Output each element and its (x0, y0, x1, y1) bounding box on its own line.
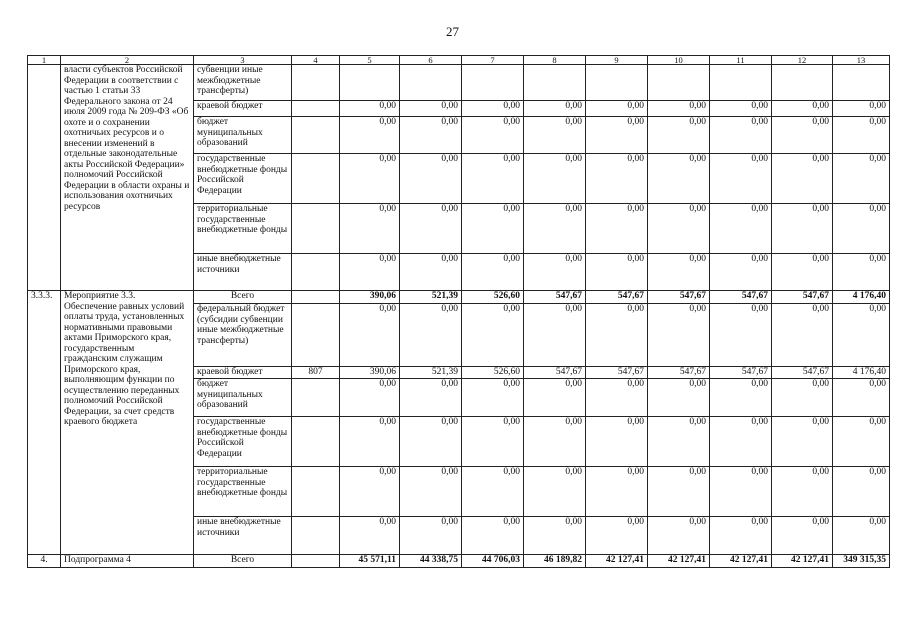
amount-cell: 0,00 (462, 304, 524, 367)
amount-cell: 0,00 (524, 101, 586, 117)
funding-source: бюджет муниципальных образований (194, 379, 292, 417)
amount-cell: 0,00 (586, 379, 648, 417)
amount-cell: 0,00 (833, 304, 890, 367)
amount-cell: 0,00 (833, 417, 890, 467)
table-row (28, 291, 890, 304)
amount-cell: 0,00 (586, 467, 648, 517)
amount-cell: 0,00 (400, 117, 462, 154)
amount-cell: 0,00 (462, 379, 524, 417)
amount-cell: 0,00 (772, 517, 833, 555)
amount-cell: 547,67 (524, 367, 586, 379)
amount-cell: 0,00 (462, 467, 524, 517)
amount-cell: 0,00 (710, 304, 772, 367)
amount-cell: 0,00 (400, 154, 462, 204)
amount-cell: 0,00 (462, 117, 524, 154)
amount-cell: 0,00 (833, 467, 890, 517)
amount-cell: 4 176,40 (833, 291, 890, 304)
amount-cell: 0,00 (710, 117, 772, 154)
funding-source: субвенции иные межбюджетные трансферты) (194, 65, 292, 101)
amount-cell: 547,67 (648, 367, 710, 379)
grbs-code (292, 254, 340, 291)
funding-source: иные внебюджетные источники (194, 517, 292, 555)
amount-cell: 0,00 (772, 101, 833, 117)
amount-cell: 0,00 (710, 379, 772, 417)
funding-source: краевой бюджет (194, 101, 292, 117)
row-code (28, 65, 61, 291)
amount-cell: 547,67 (648, 291, 710, 304)
amount-cell: 0,00 (586, 254, 648, 291)
amount-cell: 0,00 (833, 379, 890, 417)
funding-source: краевой бюджет (194, 367, 292, 379)
column-number: 8 (524, 56, 586, 65)
amount-cell: 0,00 (586, 204, 648, 254)
funding-source: бюджет муниципальных образований (194, 117, 292, 154)
table-row (28, 65, 890, 101)
amount-cell: 0,00 (710, 467, 772, 517)
amount-cell: 0,00 (400, 467, 462, 517)
amount-cell: 0,00 (772, 467, 833, 517)
amount-cell (772, 65, 833, 101)
column-number-row (28, 56, 890, 65)
amount-cell: 0,00 (340, 117, 400, 154)
amount-cell: 0,00 (648, 417, 710, 467)
amount-cell (400, 65, 462, 101)
column-number: 13 (833, 56, 890, 65)
continued-section (28, 65, 890, 291)
grbs-code (292, 117, 340, 154)
amount-cell: 0,00 (340, 379, 400, 417)
column-number: 10 (648, 56, 710, 65)
amount-cell: 0,00 (710, 101, 772, 117)
amount-cell: 4 176,40 (833, 367, 890, 379)
grbs-code (292, 101, 340, 117)
amount-cell: 547,67 (586, 367, 648, 379)
amount-cell: 526,60 (462, 291, 524, 304)
budget-table (27, 55, 890, 568)
amount-cell: 0,00 (772, 417, 833, 467)
amount-cell: 0,00 (586, 101, 648, 117)
amount-cell: 0,00 (340, 304, 400, 367)
amount-cell: 0,00 (833, 204, 890, 254)
amount-cell (833, 65, 890, 101)
amount-cell: 0,00 (524, 379, 586, 417)
funding-source: территориальные государственные внебюджетные фонды (194, 467, 292, 517)
funding-source: Всего (194, 291, 292, 304)
amount-cell: 0,00 (648, 379, 710, 417)
funding-source: государственные внебюджетные фонды Российской Федерации (194, 154, 292, 204)
amount-cell: 0,00 (772, 154, 833, 204)
amount-cell: 0,00 (710, 204, 772, 254)
grbs-code (292, 379, 340, 417)
column-number: 4 (292, 56, 340, 65)
amount-cell: 0,00 (462, 417, 524, 467)
amount-cell: 0,00 (524, 417, 586, 467)
amount-cell (340, 65, 400, 101)
grbs-code (292, 291, 340, 304)
amount-cell: 0,00 (710, 254, 772, 291)
amount-cell: 547,67 (710, 367, 772, 379)
amount-cell: 0,00 (648, 117, 710, 154)
amount-cell: 0,00 (648, 254, 710, 291)
amount-cell: 547,67 (586, 291, 648, 304)
grbs-code (292, 467, 340, 517)
grbs-code (292, 154, 340, 204)
amount-cell: 0,00 (524, 467, 586, 517)
amount-cell: 0,00 (833, 517, 890, 555)
amount-cell: 526,60 (462, 367, 524, 379)
amount-cell: 0,00 (524, 254, 586, 291)
amount-cell: 0,00 (648, 467, 710, 517)
amount-cell: 0,00 (772, 204, 833, 254)
amount-cell: 0,00 (648, 517, 710, 555)
column-number: 9 (586, 56, 648, 65)
amount-cell: 0,00 (462, 154, 524, 204)
grbs-code (292, 517, 340, 555)
row-description: Подпрограмма 4 (61, 555, 194, 568)
funding-source: иные внебюджетные источники (194, 254, 292, 291)
column-number: 12 (772, 56, 833, 65)
amount-cell: 44 338,75 (400, 555, 462, 568)
amount-cell: 0,00 (586, 417, 648, 467)
amount-cell: 0,00 (833, 254, 890, 291)
grbs-code (292, 417, 340, 467)
amount-cell: 42 127,41 (648, 555, 710, 568)
amount-cell: 0,00 (400, 101, 462, 117)
amount-cell: 521,39 (400, 291, 462, 304)
amount-cell: 0,00 (772, 117, 833, 154)
row-code: 3.3.3. (28, 291, 61, 555)
amount-cell: 0,00 (772, 254, 833, 291)
amount-cell: 0,00 (340, 467, 400, 517)
measure-3-3-3-section (28, 291, 890, 555)
amount-cell: 0,00 (833, 117, 890, 154)
amount-cell: 44 706,03 (462, 555, 524, 568)
amount-cell: 0,00 (462, 101, 524, 117)
amount-cell: 45 571,11 (340, 555, 400, 568)
amount-cell: 0,00 (586, 517, 648, 555)
amount-cell (524, 65, 586, 101)
row-code: 4. (28, 555, 61, 568)
funding-source: территориальные государственные внебюджетные фонды (194, 204, 292, 254)
subprogram-4-section (28, 555, 890, 568)
amount-cell: 0,00 (340, 204, 400, 254)
amount-cell: 390,06 (340, 291, 400, 304)
amount-cell: 547,67 (772, 367, 833, 379)
amount-cell: 42 127,41 (710, 555, 772, 568)
amount-cell: 0,00 (710, 154, 772, 204)
row-description: Мероприятие 3.3. Обеспечение равных условий оплаты труда, установленных нормативными правовыми актами Приморского края, государственным гражданским служащим Приморского края, выполняющим функции по осуществлению переданных полномочий Российской Федерации, за счет средств краевого бюджета (61, 291, 194, 555)
amount-cell: 0,00 (400, 379, 462, 417)
amount-cell: 0,00 (400, 517, 462, 555)
column-number: 3 (194, 56, 292, 65)
amount-cell (586, 65, 648, 101)
page-number: 27 (446, 24, 459, 39)
amount-cell: 0,00 (710, 417, 772, 467)
funding-source: государственные внебюджетные фонды Российской Федерации (194, 417, 292, 467)
amount-cell: 0,00 (772, 379, 833, 417)
amount-cell: 0,00 (586, 304, 648, 367)
grbs-code (292, 304, 340, 367)
amount-cell (462, 65, 524, 101)
amount-cell: 0,00 (340, 254, 400, 291)
amount-cell (710, 65, 772, 101)
amount-cell: 0,00 (648, 154, 710, 204)
amount-cell: 0,00 (400, 304, 462, 367)
amount-cell: 0,00 (340, 101, 400, 117)
amount-cell: 0,00 (772, 304, 833, 367)
amount-cell: 0,00 (648, 304, 710, 367)
amount-cell: 0,00 (400, 204, 462, 254)
funding-source: федеральный бюджет (субсидии субвенции иные межбюджетные трансферты) (194, 304, 292, 367)
amount-cell: 0,00 (340, 417, 400, 467)
amount-cell: 0,00 (400, 417, 462, 467)
amount-cell: 42 127,41 (772, 555, 833, 568)
column-number: 6 (400, 56, 462, 65)
amount-cell: 0,00 (710, 517, 772, 555)
amount-cell: 0,00 (524, 154, 586, 204)
amount-cell: 390,06 (340, 367, 400, 379)
amount-cell: 0,00 (833, 101, 890, 117)
grbs-code (292, 555, 340, 568)
amount-cell: 0,00 (340, 517, 400, 555)
funding-source: Всего (194, 555, 292, 568)
amount-cell: 0,00 (462, 517, 524, 555)
amount-cell: 0,00 (586, 117, 648, 154)
amount-cell: 0,00 (586, 154, 648, 204)
amount-cell: 349 315,35 (833, 555, 890, 568)
column-number: 7 (462, 56, 524, 65)
amount-cell: 547,67 (710, 291, 772, 304)
amount-cell: 0,00 (340, 154, 400, 204)
column-number: 11 (710, 56, 772, 65)
grbs-code (292, 204, 340, 254)
amount-cell: 547,67 (772, 291, 833, 304)
amount-cell: 547,67 (524, 291, 586, 304)
column-number: 5 (340, 56, 400, 65)
amount-cell: 0,00 (833, 154, 890, 204)
row-description: власти субъектов Российской Федерации в соответствии с частью 1 статьи 33 Федерального закона от 24 июля 2009 года № 209-ФЗ «Об охоте и о сохранении охотничьих ресурсов и о внесении изменений в отдельные законодательные акты Российской Федерации» полномочий Российской Федерации в области охраны и использования охотничьих ресурсов (61, 65, 194, 291)
amount-cell: 0,00 (400, 254, 462, 291)
column-number: 2 (61, 56, 194, 65)
amount-cell: 0,00 (462, 254, 524, 291)
amount-cell: 42 127,41 (586, 555, 648, 568)
amount-cell: 521,39 (400, 367, 462, 379)
amount-cell: 0,00 (524, 304, 586, 367)
table-row (28, 555, 890, 568)
amount-cell: 0,00 (524, 517, 586, 555)
grbs-code (292, 65, 340, 101)
amount-cell: 0,00 (462, 204, 524, 254)
amount-cell (648, 65, 710, 101)
amount-cell: 0,00 (524, 117, 586, 154)
amount-cell: 0,00 (524, 204, 586, 254)
amount-cell: 46 189,82 (524, 555, 586, 568)
amount-cell: 0,00 (648, 101, 710, 117)
amount-cell: 0,00 (648, 204, 710, 254)
grbs-code: 807 (292, 367, 340, 379)
column-number: 1 (28, 56, 61, 65)
